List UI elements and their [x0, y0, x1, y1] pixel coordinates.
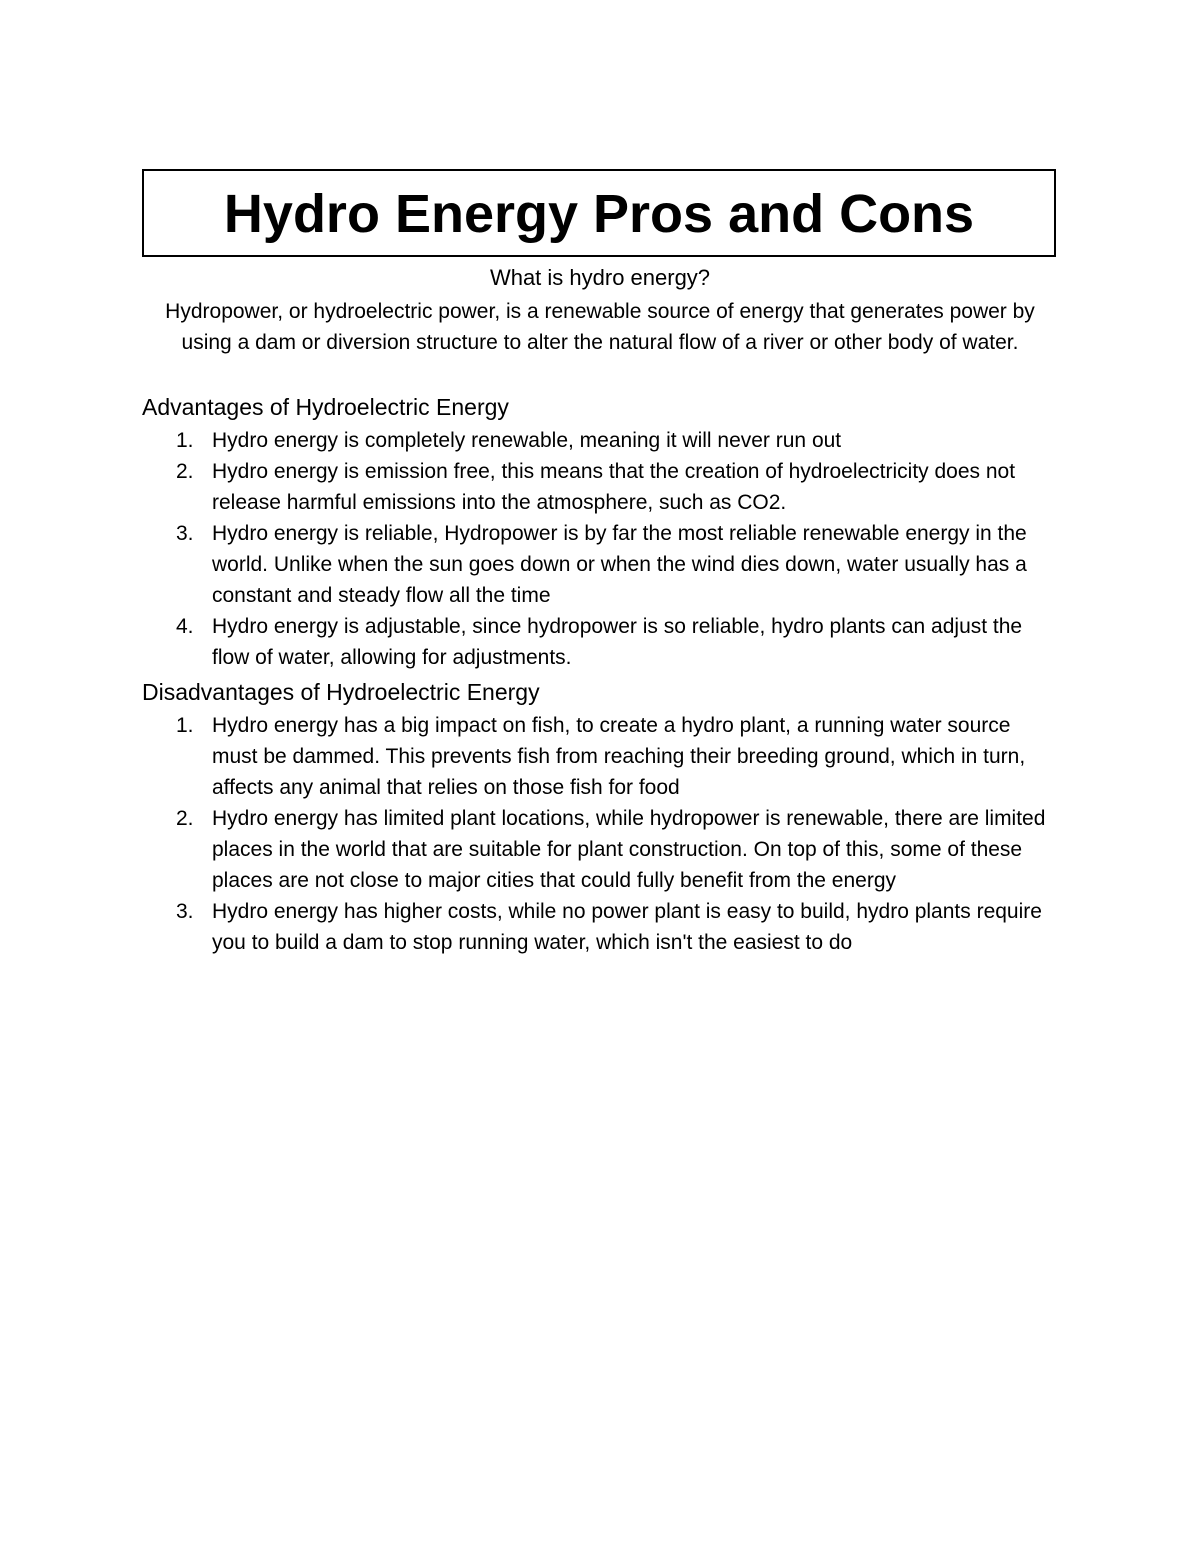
- list-item-number: 1.: [176, 714, 194, 737]
- list-item-text: Hydro energy is adjustable, since hydropower is so reliable, hydro plants can adjust the flow of water, allowing for adjustments.: [212, 615, 1023, 669]
- document-title: Hydro Energy Pros and Cons: [223, 184, 975, 244]
- advantages-list: [142, 425, 1058, 673]
- list-item-number: 2.: [176, 460, 194, 483]
- list-item-number: 3.: [176, 900, 194, 923]
- list-item: [142, 456, 1058, 518]
- list-item-text: Hydro energy is emission free, this means that the creation of hydroelectricity does not release harmful emissions into the atmosphere, such as CO2.: [212, 460, 1016, 514]
- list-item-text: Hydro energy has limited plant locations, while hydropower is renewable, there are limited places in the world that are suitable for plant construction. On top of this, some of these places are not close to major cities that could fully benefit from the energy: [212, 807, 1046, 892]
- intro-question: What is hydro energy?: [489, 265, 711, 290]
- list-item: [142, 803, 1058, 896]
- list-item-text: Hydro energy has higher costs, while no power plant is easy to build, hydro plants require you to build a dam to stop running water, which isn't the easiest to do: [212, 900, 1042, 954]
- title-box: [142, 169, 1056, 257]
- list-item: [142, 425, 1058, 456]
- disadvantages-list: [142, 710, 1058, 958]
- intro-paragraph: Hydropower, or hydroelectric power, is a renewable source of energy that generates power by using a dam or diversion structure to alter the natural flow of a river or other body of water.: [165, 300, 1035, 354]
- list-item: [142, 710, 1058, 803]
- list-item: [142, 518, 1058, 611]
- list-item-text: Hydro energy is reliable, Hydropower is by far the most reliable renewable energy in the world. Unlike when the sun goes down or when the wind dies down, water usually has a constant and steady flow all the time: [212, 522, 1027, 607]
- list-item: [142, 611, 1058, 673]
- list-item-text: Hydro energy is completely renewable, meaning it will never run out: [212, 429, 842, 452]
- advantages-heading: Advantages of Hydroelectric Energy: [142, 394, 509, 420]
- list-item-number: 4.: [176, 615, 194, 638]
- list-item-number: 3.: [176, 522, 194, 545]
- list-item-number: 2.: [176, 807, 194, 830]
- list-item: [142, 896, 1058, 958]
- list-item-number: 1.: [176, 429, 194, 452]
- list-item-text: Hydro energy has a big impact on fish, to create a hydro plant, a running water source must be dammed. This prevents fish from reaching their breeding ground, which in turn, affects any animal that relies on those fish for food: [212, 714, 1026, 799]
- disadvantages-heading: Disadvantages of Hydroelectric Energy: [142, 679, 540, 705]
